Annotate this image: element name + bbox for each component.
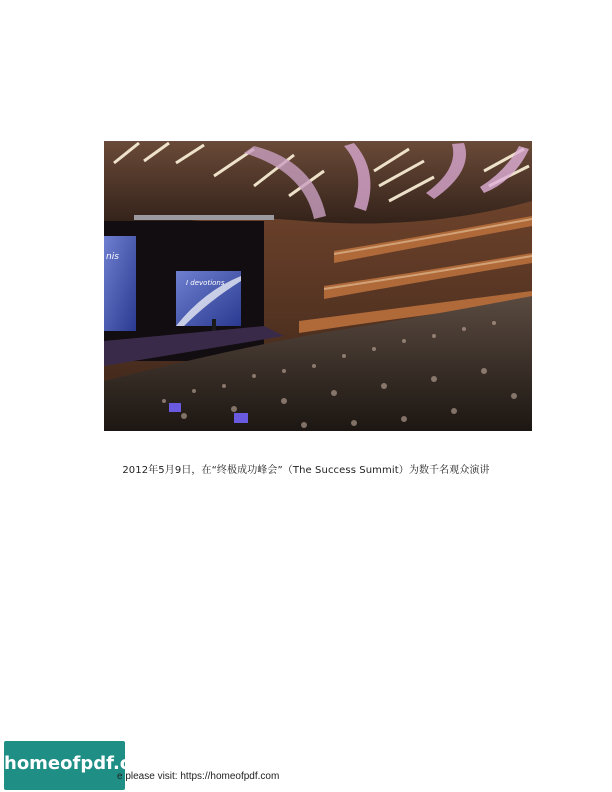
auditorium-photo [104,141,532,431]
side-screen-text: nis [106,252,119,262]
auditorium-illustration [104,141,532,431]
footer-link-text[interactable]: e please visit: https://homeofpdf.com [117,771,280,782]
homeofpdf-logo[interactable] [4,741,162,790]
photo-caption: 2012年5月9日，在“终极成功峰会”（The Success Summit）为数千名观众演讲 [122,465,490,476]
logo-text: homeofpdf.com [4,753,162,774]
main-screen-text: I devotions [186,279,225,287]
